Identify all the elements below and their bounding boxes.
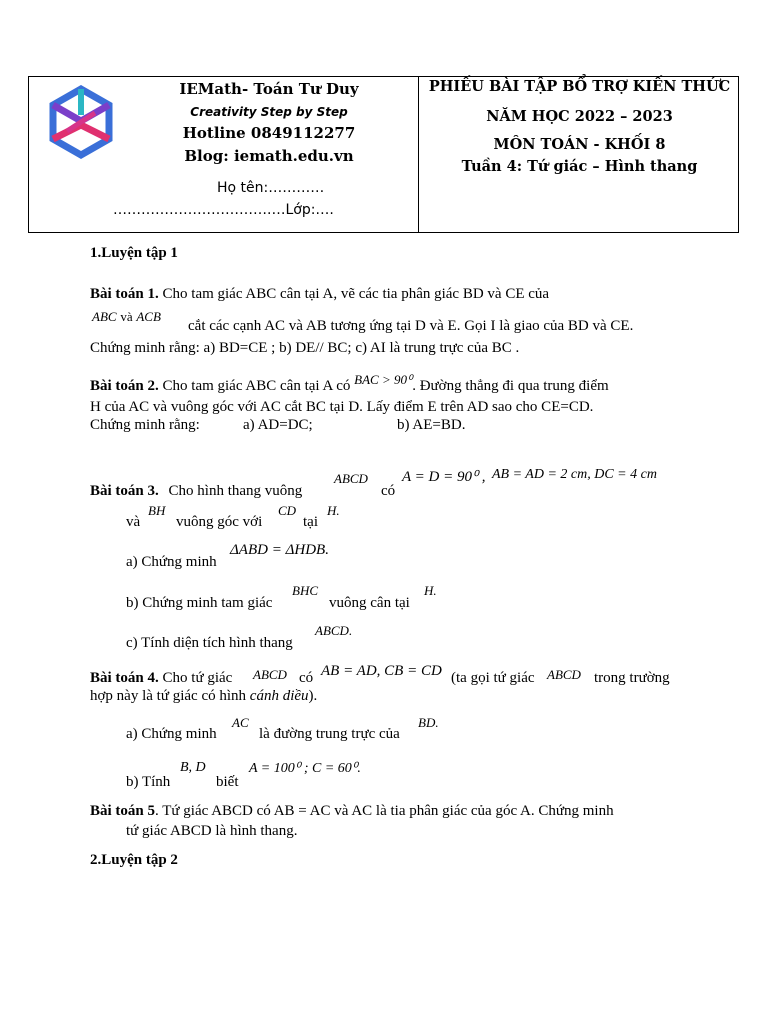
brand-tagline: Creativity Step by Step (190, 105, 348, 119)
problem-2-text-2: H của AC và vuông góc với AC cắt BC tại D. Lấy điểm E trên AD sao cho CE=CD. (90, 399, 594, 415)
problem-3-line-1 (90, 483, 302, 500)
word-tai: tại (303, 514, 318, 530)
math-bh: BH (148, 503, 166, 518)
problem-1-text-2: cắt các cạnh AC và AB tương ứng tại D và E. Gọi I là giao của BD và CE. (188, 318, 634, 334)
problem-4-text-1b: (ta gọi tứ giác (451, 670, 535, 686)
problem-1-line-2 (92, 309, 161, 326)
student-name-field: Họ tên:………… (217, 180, 325, 196)
word-va: và (126, 514, 141, 530)
problem-4-text-2a: hợp này là tứ giác có hình (90, 688, 250, 704)
math-given-angles: A = 100⁰ ; C = 60⁰. (249, 761, 361, 776)
brand-name: IEMath- Toán Tư Duy (179, 80, 359, 98)
angle-acb: ACB (136, 309, 161, 324)
subject-grade: MÔN TOÁN - KHỐI 8 (493, 136, 666, 153)
text-perpendicular: vuông góc với (176, 514, 263, 530)
problem-2-text-3b: a) AD=DC; (243, 417, 313, 433)
problem-2-text-3a: Chứng minh rằng: (90, 417, 200, 433)
problem-3-label: Bài toán 3. (90, 483, 159, 499)
angles-a-d: A = D = 90⁰ , (402, 469, 486, 485)
math-angles-b-d: B, D (180, 760, 206, 775)
header-left (129, 79, 409, 165)
problem-4-line-1a (90, 670, 232, 687)
iemath-logo-icon (47, 85, 115, 161)
problem-3-part-b-2: vuông cân tại (329, 595, 410, 611)
problem-2-text-1b: . Đường thẳng đi qua trung điểm (412, 378, 609, 394)
problem-3-text-1: Cho hình thang vuông (168, 483, 303, 499)
math-ac: AC (232, 715, 249, 730)
math-h: H. (327, 503, 340, 518)
problem-1-text-1: Cho tam giác ABC cân tại A, vẽ các tia phân giác BD và CE của (158, 286, 550, 302)
math-abcd: ABCD (334, 471, 368, 486)
math-h-2: H. (424, 583, 437, 598)
math-cd: CD (278, 503, 297, 518)
problem-2-label: Bài toán 2. (90, 378, 159, 394)
word-biet: biết (216, 774, 239, 790)
student-class-field: …………………………….…Lớp:…. (113, 202, 334, 218)
angle-abc: ABC (92, 309, 117, 324)
problem-4-line-2 (90, 688, 317, 705)
math-abcd-2: ABCD. (315, 623, 353, 638)
and-word: và (120, 309, 133, 324)
problem-2-text-1a: Cho tam giác ABC cân tại A có (158, 378, 355, 394)
hotline: Hotline 0849112277 (182, 124, 356, 142)
problem-4-label: Bài toán 4. (90, 670, 159, 686)
problem-1-line-1 (90, 286, 549, 303)
problem-4-part-b: b) Tính (126, 774, 171, 790)
math-bd: BD. (418, 715, 439, 730)
blog-link: Blog: iemath.edu.vn (184, 147, 354, 165)
math-bhc: BHC (292, 583, 318, 598)
word-co-2: có (299, 670, 314, 686)
kite-term: cánh diều (249, 688, 309, 704)
problem-1-label: Bài toán 1. (90, 286, 159, 302)
header-box (28, 76, 739, 233)
section-heading-1: 1.Luyện tập 1 (90, 245, 178, 261)
word-co: có (381, 483, 396, 499)
problem-2-line-1 (90, 372, 609, 395)
problem-4-text-1c: trong trường (594, 670, 670, 686)
problem-4-text-1a: Cho tứ giác (158, 670, 233, 686)
problem-5-label: Bài toán 5 (90, 803, 156, 819)
problem-1-text-3: Chứng minh rằng: a) BD=CE ; b) DE// BC; c) AI là trung trực của BC . (90, 340, 520, 356)
school-year: NĂM HỌC 2022 – 2023 (486, 108, 673, 125)
math-equal-sides: AB = AD, CB = CD (321, 663, 442, 679)
triangle-congruence: ΔABD = ΔHDB. (230, 542, 329, 558)
problem-4-part-a: a) Chứng minh (126, 726, 217, 742)
side-lengths: AB = AD = 2 cm, DC = 4 cm (492, 467, 657, 482)
problem-5-line-1 (90, 803, 614, 820)
angle-bac-condition: BAC > 90⁰ (354, 372, 413, 387)
week-topic: Tuần 4: Tứ giác – Hình thang (461, 158, 698, 175)
problem-3-part-a: a) Chứng minh (126, 554, 217, 570)
problem-5-text-1: . Tứ giác ABCD có AB = AC và AC là tia phân giác của góc A. Chứng minh (155, 803, 614, 819)
problem-4-text-2c: ). (308, 688, 318, 704)
worksheet-title: PHIẾU BÀI TẬP BỔ TRỢ KIẾN THỨC (428, 78, 731, 95)
problem-4-part-a-2: là đường trung trực của (259, 726, 400, 742)
math-abcd-4: ABCD (547, 667, 581, 682)
math-abcd-3: ABCD (253, 667, 287, 682)
problem-3-part-c: c) Tính diện tích hình thang (126, 635, 293, 651)
problem-2-text-3c: b) AE=BD. (397, 417, 466, 433)
section-heading-2: 2.Luyện tập 2 (90, 852, 178, 868)
problem-5-text-2: tứ giác ABCD là hình thang. (126, 823, 298, 839)
header-right (419, 77, 740, 175)
problem-3-part-b: b) Chứng minh tam giác (126, 595, 273, 611)
